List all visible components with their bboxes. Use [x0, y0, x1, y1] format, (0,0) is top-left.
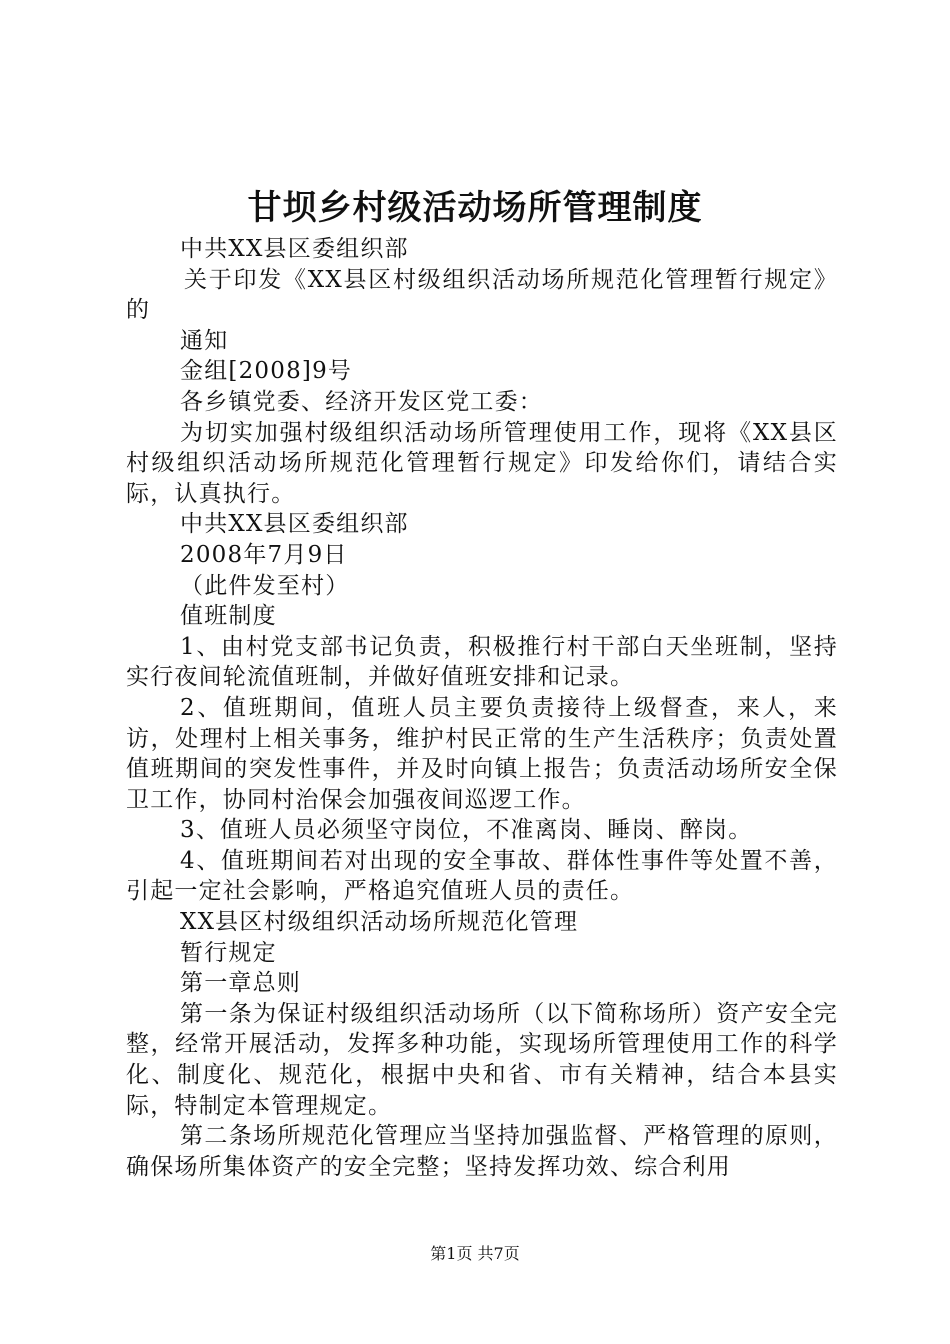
document-title: 甘坝乡村级活动场所管理制度 — [247, 188, 703, 228]
paragraph: 中共XX县区委组织部 — [180, 236, 409, 262]
paragraph: 暂行规定 — [180, 939, 277, 966]
paragraph: 金组[2008]9号 — [180, 358, 353, 385]
paragraph: 值班制度 — [180, 603, 277, 630]
paragraph: 第一条为保证村级组织活动场所（以下简称场所）资产安全完整，经常开展活动，发挥多种功能，实现场所管理使用工作的科学化、制度化、规范化，根据中央和省、市有关精神，结合本县实际，特制定本管理规定。 — [126, 1000, 838, 1119]
document-body — [126, 234, 838, 1182]
paragraph: 4、值班期间若对出现的安全事故、群体性事件等处置不善，引起一定社会影响，严格追究值班人员的责任。 — [126, 847, 838, 905]
paragraph: 3、值班人员必须坚守岗位，不准离岗、睡岗、醉岗。 — [180, 817, 753, 844]
paragraph: 关于印发《XX县区村级组织活动场所规范化管理暂行规定》的 — [126, 266, 838, 324]
paragraph: 各乡镇党委、经济开发区党工委： — [180, 388, 543, 415]
paragraph: 2008年7月9日 — [180, 541, 348, 568]
paragraph: 中共XX县区委组织部 — [180, 511, 409, 538]
paragraph: 为切实加强村级组织活动场所管理使用工作，现将《XX县区村级组织活动场所规范化管理暂行规定》印发给你们，请结合实际，认真执行。 — [126, 419, 838, 507]
paragraph: 1、由村党支部书记负责，积极推行村干部白天坐班制，坚持实行夜间轮流值班制，并做好值班安排和记录。 — [126, 633, 838, 691]
page-number: 第1页 共7页 — [430, 1244, 520, 1263]
paragraph: 2、值班期间，值班人员主要负责接待上级督查，来人，来访，处理村上相关事务，维护村民正常的生产生活秩序；负责处置值班期间的突发性事件，并及时向镇上报告；负责活动场所安全保卫工作，协同村治保会加强夜间巡逻工作。 — [126, 694, 838, 813]
paragraph: 第一章总则 — [180, 970, 301, 997]
paragraph: 通知 — [180, 327, 229, 354]
paragraph: XX县区村级组织活动场所规范化管理 — [180, 909, 579, 936]
paragraph: （此件发至村） — [180, 572, 350, 599]
paragraph: 第二条场所规范化管理应当坚持加强监督、严格管理的原则，确保场所集体资产的安全完整；坚持发挥功效、综合利用 — [126, 1123, 838, 1180]
